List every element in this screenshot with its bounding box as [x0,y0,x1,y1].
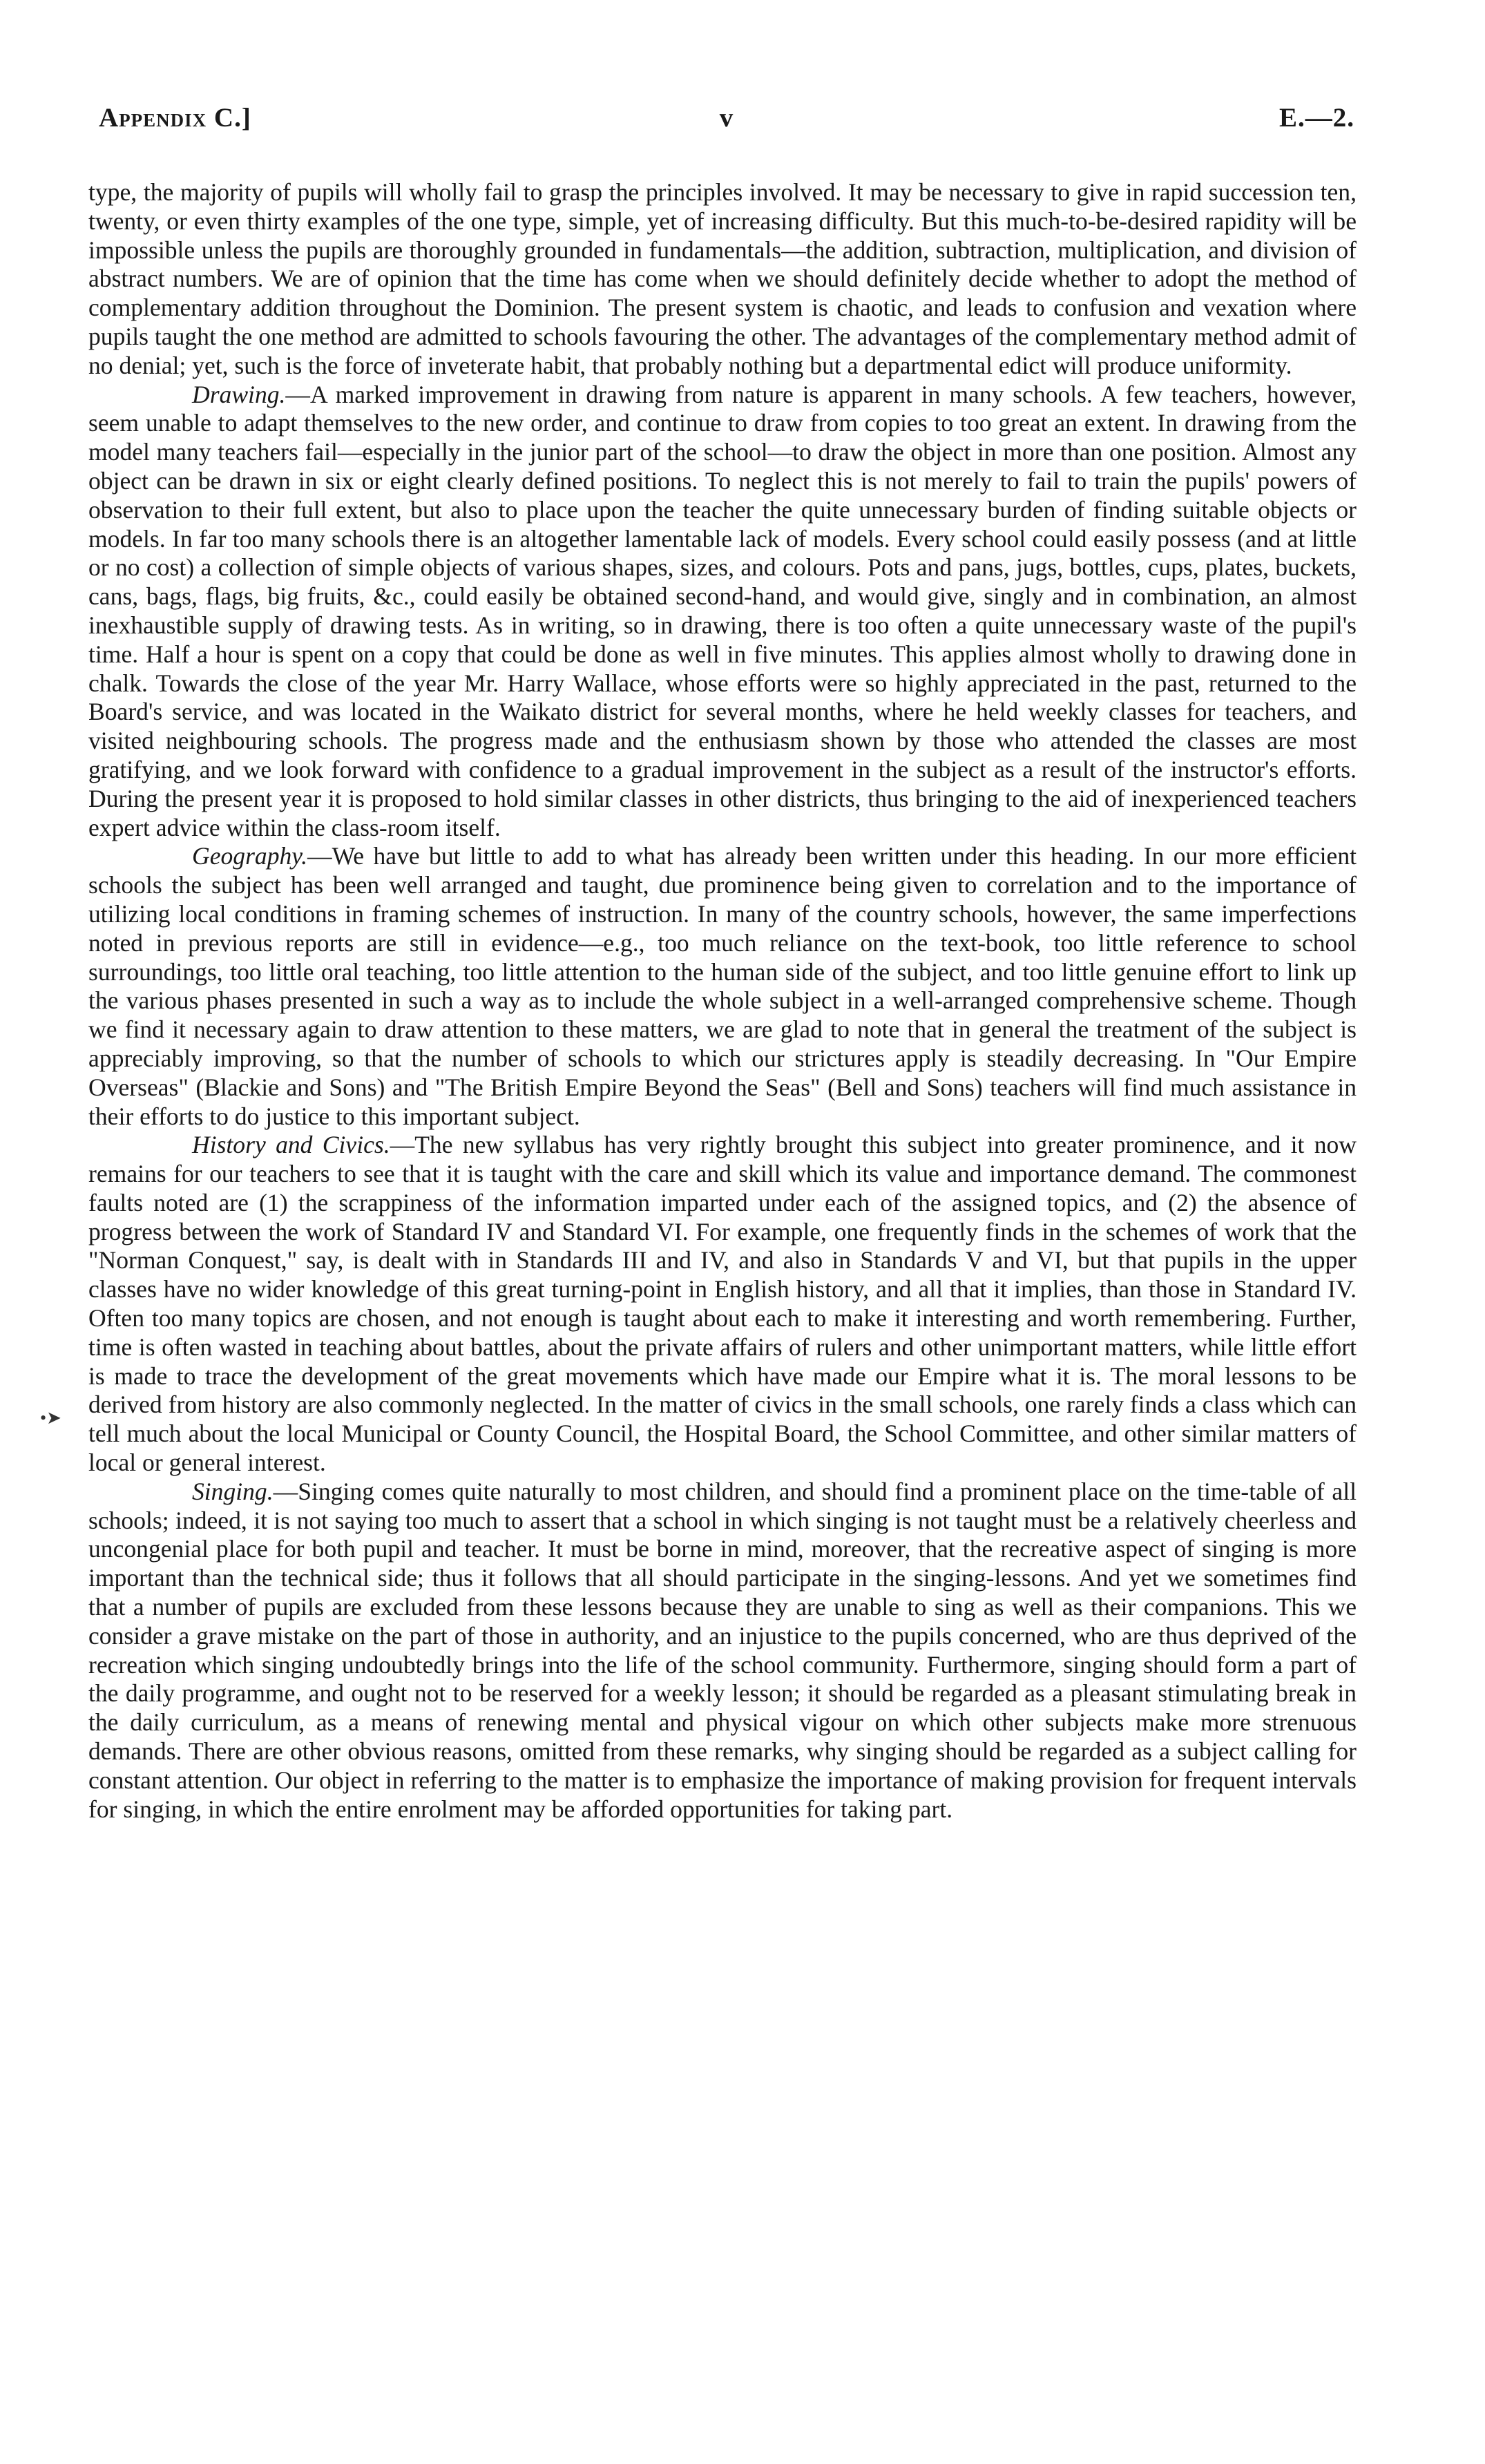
paragraph-text: —A marked improvement in drawing from nature is apparent in many schools. A few teachers, however, seem unable to adapt themselves to the new order, and continue to draw from copies to too great an extent. In drawing from the model many teachers fail—especially in the junior part of the school—to draw the object in more than one position. Almost any object can be drawn in six or eight clearly defined positions. To neglect this is not merely to fail to train the pupils' powers of observation to their full extent, but also to place upon the teacher the quite unnecessary burden of finding suitable objects or models. In far too many schools there is an altogether lamentable lack of models. Every school could easily possess (and at little or no cost) a collection of simple objects of various shapes, sizes, and colours. Pots and pans, jugs, bottles, cups, plates, buckets, cans, bags, flags, big fruits, &c., could easily be obtained second-hand, and would give, singly and in combination, an almost inexhaustible supply of drawing tests. As in writing, so in drawing, there is too often a quite unnecessary waste of the pupil's time. Half a hour is spent on a copy that could be done as well in five minutes. This applies almost wholly to drawing done in chalk. Towards the close of the year Mr. Harry Wallace, whose efforts were so highly appreciated in the past, returned to the Board's service, and was located in the Waikato district for several months, where he held weekly classes for teachers, and visited neighbouring schools. The progress made and the enthusiasm shown by those who attended the classes are most gratifying, and we look forward with confidence to a gradual improvement in the subject as a result of the instructor's efforts. During the present year it is proposed to hold similar classes in other districts, thus bringing to the aid of inexperienced teachers expert advice within the class-room itself. [88,380,1357,841]
section-heading-singing: Singing. [192,1477,274,1505]
header-appendix: Appendix C.] [99,103,251,133]
paragraph-history-civics [88,1131,1357,1478]
header-page-number: v [719,103,734,133]
paragraph-text: —The new syllabus has very rightly brought this subject into greater prominence, and it now remains for our teachers to see that it is taught with the care and skill which its value and importance demand. The commonest faults noted are (1) the scrappiness of the information imparted under each of the assigned topics, and (2) the absence of progress between the work of Standard IV and Standard VI. For example, one frequently finds in the schemes of work that the "Norman Conquest," say, is dealt with in Standards III and IV, and also in Standards V and VI, but that pupils in the upper classes have no wider knowledge of this great turning-point in English history, and all that it implies, than those in Standard IV. Often too many topics are chosen, and not enough is taught about each to make it interesting and worth remembering. Further, time is often wasted in teaching about battles, about the private affairs of rulers and other unimportant matters, while little effort is made to trace the development of the great movements which have made our Empire what it is. The moral lessons to be derived from history are also commonly neglected. In the matter of civics in the small schools, one rarely finds a class which can tell much about the local Municipal or County Council, the Hospital Board, the School Committee, and other similar matters of local or general interest. [88,1131,1357,1477]
paragraph-text: —We have but little to add to what has already been written under this heading. In our more efficient schools the subject has been well arranged and taught, due prominence being given to correlation and to the importance of utilizing local conditions in framing schemes of instruction. In many of the country schools, however, the same imperfections noted in previous reports are still in evidence—e.g., too much reliance on the text-book, too little reference to school surroundings, too little oral teaching, too little attention to the human side of the subject, and too little genuine effort to link up the various phases presented in such a way as to include the whole subject in a well-arranged comprehensive scheme. Though we find it necessary again to draw attention to these matters, we are glad to note that in general the treatment of the subject is appreciably improving, so that the number of schools to which our strictures apply is steadily decreasing. In "Our Empire Overseas" (Blackie and Sons) and "The British Empire Beyond the Seas" (Bell and Sons) teachers will find much assistance in their efforts to do justice to this important subject. [88,842,1357,1130]
section-heading-drawing: Drawing. [192,380,286,408]
paragraph-drawing [88,381,1357,843]
header-paper-reference: E.—2. [1278,103,1354,133]
paragraph-text: —Singing comes quite naturally to most children, and should find a prominent place on the time-table of all schools; indeed, it is not saying too much to assert that a school in which singing is not taught must be a relatively cheerless and uncongenial place for both pupil and teacher. It must be borne in mind, moreover, that the recreative aspect of singing is more important than the technical side; thus it follows that all should participate in the singing-lessons. And yet we sometimes find that a number of pupils are excluded from these lessons because they are unable to sing as well as their companions. This we consider a grave mistake on the part of those in authority, and an injustice to the pupils concerned, who are thus deprived of the recreation which singing undoubtedly brings into the life of the school community. Furthermore, singing should form a part of the daily programme, and ought not to be reserved for a weekly lesson; it should be regarded as a pleasant stimulating break in the daily curriculum, as a means of renewing mental and physical vigour on which other subjects make more strenuous demands. There are other obvious reasons, omitted from these remarks, why singing should be regarded as a subject calling for constant attention. Our object in referring to the matter is to emphasize the importance of making provision for frequent intervals for singing, in which the entire enrolment may be afforded opportunities for taking part. [88,1477,1357,1823]
section-heading-history-civics: History and Civics. [192,1131,390,1159]
paragraph-text: type, the majority of pupils will wholly fail to grasp the principles involved. It may be necessary to give in rapid succession ten, twenty, or even thirty examples of the one type, simple, yet of increasing difficulty. But this much-to-be-desired rapidity will be impossible unless the pupils are thoroughly grounded in fundamentals—the addition, subtraction, multiplication, and division of abstract numbers. We are of opinion that the time has come when we should definitely decide whether to adopt the method of complementary addition throughout the Dominion. The present system is chaotic, and leads to confusion and vexation where pupils taught the one method are admitted to schools favouring the other. The advantages of the complementary method admit of no denial; yet, such is the force of inveterate habit, that probably nothing but a departmental edict will produce uniformity. [88,178,1357,379]
paragraph-geography [88,842,1357,1131]
section-heading-geography: Geography. [192,842,307,870]
body-text [88,178,1357,1824]
paragraph-arithmetic-continued [88,178,1357,381]
paragraph-singing [88,1478,1357,1824]
running-header [99,102,1354,144]
margin-pointer-mark: •➤ [40,1408,61,1428]
